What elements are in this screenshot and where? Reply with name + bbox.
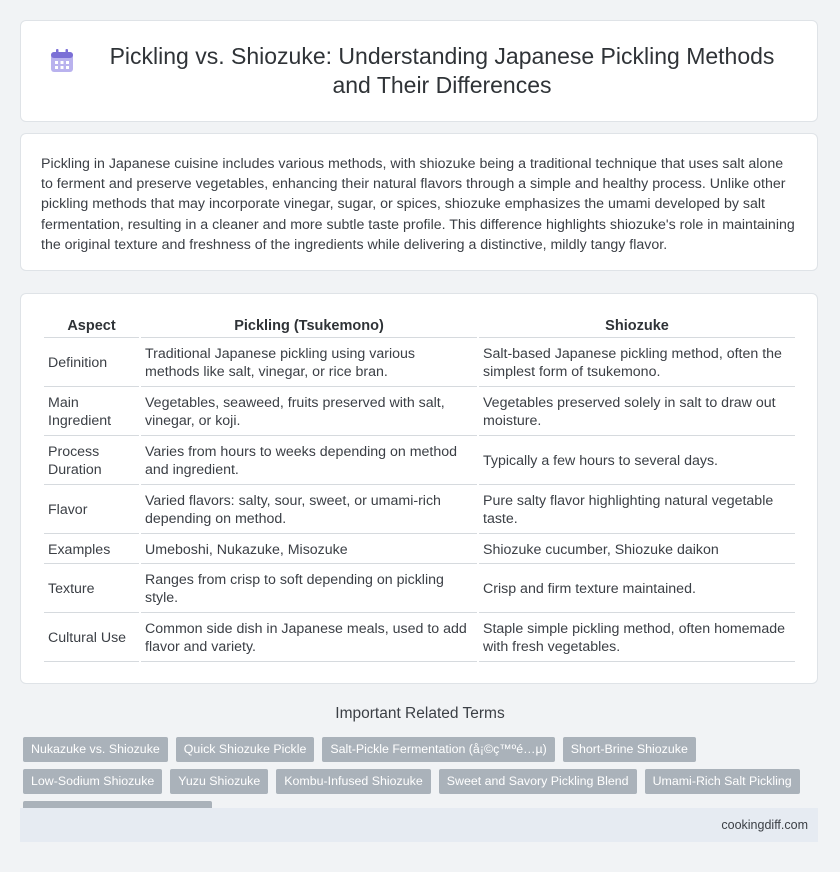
row-shiozuke: Vegetables preserved solely in salt to draw out moisture. [479, 389, 795, 436]
row-pickling: Ranges from crisp to soft depending on pickling style. [141, 566, 477, 613]
row-shiozuke: Salt-based Japanese pickling method, often the simplest form of tsukemono. [479, 340, 795, 387]
row-pickling: Umeboshi, Nukazuke, Misozuke [141, 536, 477, 564]
row-shiozuke: Typically a few hours to several days. [479, 438, 795, 485]
table-row [44, 438, 795, 485]
table-row [44, 340, 795, 387]
comparison-table [42, 312, 797, 664]
row-aspect: Process Duration [44, 438, 139, 485]
table-row [44, 389, 795, 436]
page-title: Pickling vs. Shiozuke: Understanding Japanese Pickling Methods and Their Differences [109, 43, 775, 98]
table-row [44, 487, 795, 534]
related-tag[interactable]: Short-Brine Shiozuke [563, 737, 696, 762]
intro-card [20, 133, 818, 271]
footer [20, 808, 818, 842]
row-aspect: Cultural Use [44, 615, 139, 662]
related-tag[interactable]: Sweet and Savory Pickling Blend [439, 769, 637, 794]
header-shiozuke: Shiozuke [479, 314, 795, 338]
header-aspect: Aspect [44, 314, 139, 338]
table-row [44, 615, 795, 662]
related-tag[interactable]: Yuzu Shiozuke [170, 769, 268, 794]
row-pickling: Varies from hours to weeks depending on method and ingredient. [141, 438, 477, 485]
title-card [20, 20, 818, 122]
related-tag[interactable]: Kombu-Infused Shiozuke [276, 769, 430, 794]
row-pickling: Vegetables, seaweed, fruits preserved with salt, vinegar, or koji. [141, 389, 477, 436]
row-pickling: Common side dish in Japanese meals, used to add flavor and variety. [141, 615, 477, 662]
related-tag[interactable]: Umami-Rich Salt Pickling [645, 769, 800, 794]
header-pickling: Pickling (Tsukemono) [141, 314, 477, 338]
footer-site-link[interactable]: cookingdiff.com [721, 818, 808, 832]
row-pickling: Varied flavors: salty, sour, sweet, or umami-rich depending on method. [141, 487, 477, 534]
row-shiozuke: Shiozuke cucumber, Shiozuke daikon [479, 536, 795, 564]
row-aspect: Texture [44, 566, 139, 613]
related-tag[interactable]: Nukazuke vs. Shiozuke [23, 737, 168, 762]
related-terms-title: Important Related Terms [335, 705, 505, 722]
calendar-icon [49, 48, 75, 74]
intro-text: Pickling in Japanese cuisine includes various methods, with shiozuke being a traditional technique that uses salt alone to ferment and preserve vegetables, enhancing their natural flavors through a simple and healthy process. Unlike other pickling methods that may incorporate vinegar, sugar, or spices, shiozuke emphasizes the umami developed by salt fermentation, resulting in a cleaner and more subtle taste profile. This difference highlights shiozuke's role in maintaining the original texture and freshness of the ingredients while delivering a distinctive, mildly tangy flavor. [41, 156, 795, 253]
row-aspect: Definition [44, 340, 139, 387]
row-aspect: Flavor [44, 487, 139, 534]
table-row [44, 536, 795, 564]
comparison-table-card [20, 293, 818, 684]
row-aspect: Main Ingredient [44, 389, 139, 436]
table-header-row [44, 314, 795, 338]
table-row [44, 566, 795, 613]
row-shiozuke: Staple simple pickling method, often homemade with fresh vegetables. [479, 615, 795, 662]
title-wrap [49, 42, 789, 100]
row-pickling: Traditional Japanese pickling using various methods like salt, vinegar, or rice bran. [141, 340, 477, 387]
row-shiozuke: Pure salty flavor highlighting natural vegetable taste. [479, 487, 795, 534]
row-aspect: Examples [44, 536, 139, 564]
related-tag[interactable]: Quick Shiozuke Pickle [176, 737, 315, 762]
related-tag[interactable]: Low-Sodium Shiozuke [23, 769, 162, 794]
row-shiozuke: Crisp and firm texture maintained. [479, 566, 795, 613]
related-tag[interactable]: Salt-Pickle Fermentation (å¡©ç™ºé…µ) [322, 737, 554, 762]
